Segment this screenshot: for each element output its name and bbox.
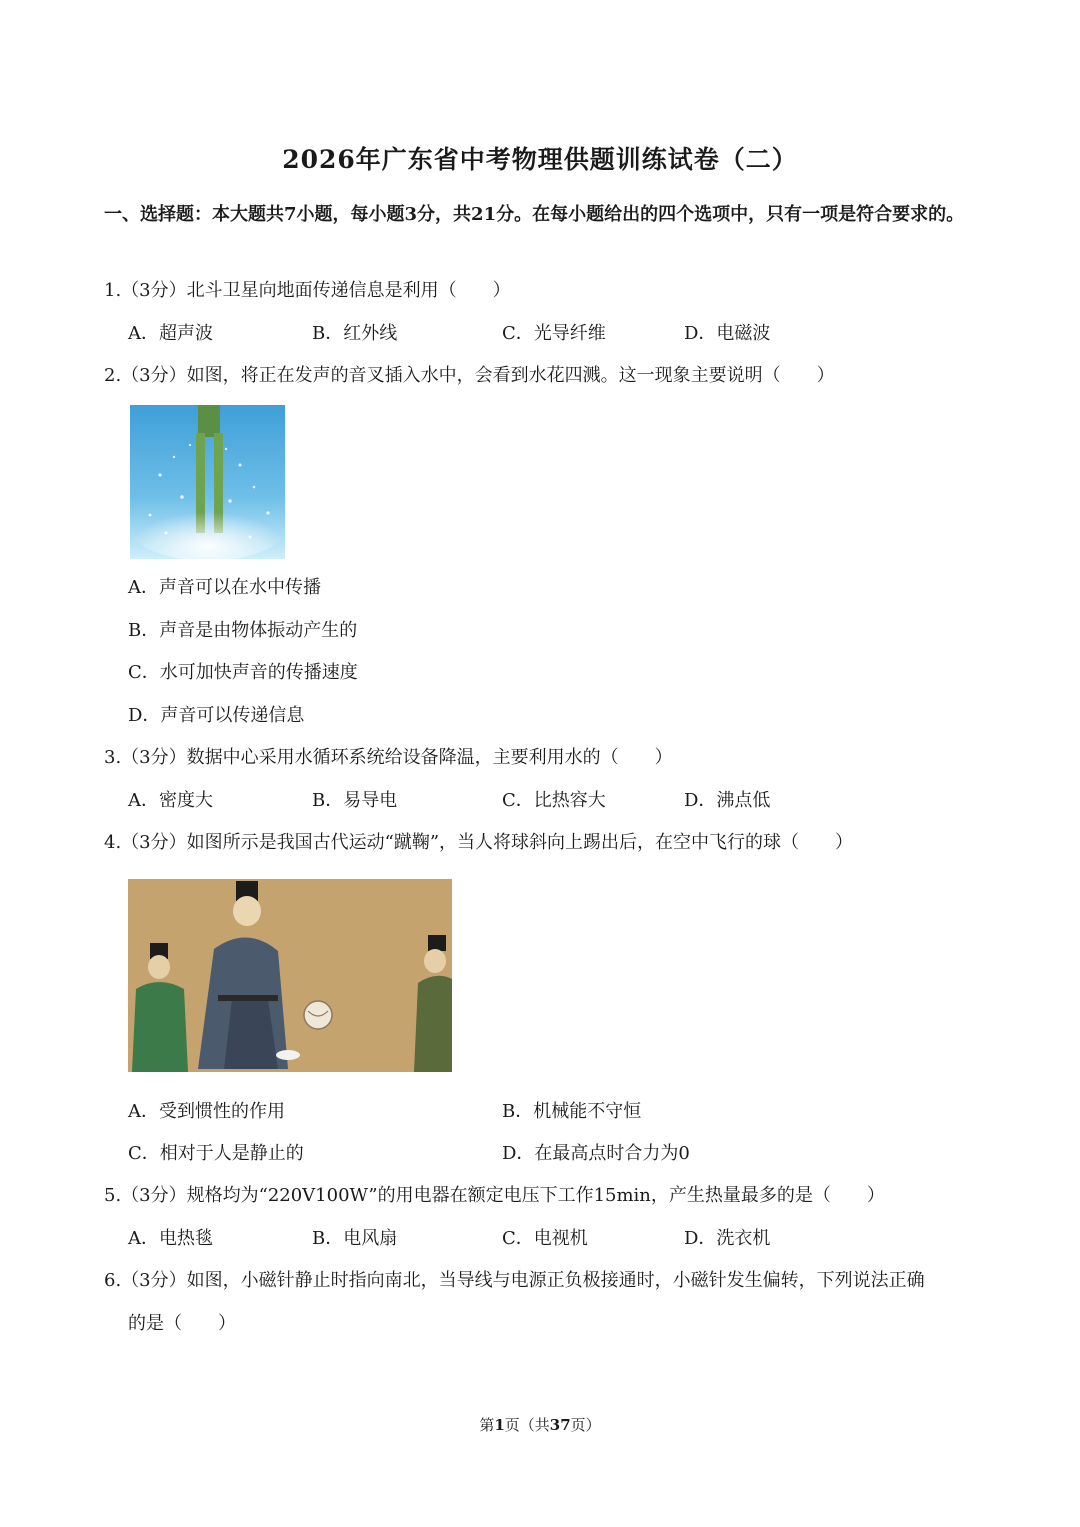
section-header: 一、选择题：本大题共7小题，每小题3分，共21分。在每小题给出的四个选项中，只有一项是符合要求的。 <box>104 204 965 225</box>
question-5-option-b: B．电风扇 <box>312 1228 398 1249</box>
question-5-option-c: C．电视机 <box>502 1228 588 1249</box>
question-6-stem-line2: 的是（ ） <box>128 1313 236 1334</box>
question-3-option-b: B．易导电 <box>312 790 398 811</box>
question-4-option-d: D．在最高点时合力为0 <box>502 1143 690 1164</box>
question-3-option-c: C．比热容大 <box>502 790 606 811</box>
question-1-option-b: B．红外线 <box>312 323 398 344</box>
footer-suffix: 页） <box>570 1416 601 1434</box>
question-4-option-a: A．受到惯性的作用 <box>128 1101 285 1122</box>
footer-total-pages: 37 <box>549 1416 571 1434</box>
question-4-option-b: B．机械能不守恒 <box>502 1101 642 1122</box>
question-1-option-c: C．光导纤维 <box>502 323 606 344</box>
question-2-option-c: C．水可加快声音的传播速度 <box>128 662 358 683</box>
question-1-option-d: D．电磁波 <box>684 323 771 344</box>
question-3-option-a: A．密度大 <box>128 790 213 811</box>
question-5-option-d: D．洗衣机 <box>684 1228 771 1249</box>
question-3-option-d: D．沸点低 <box>684 790 771 811</box>
question-2-stem: 2.（3分）如图，将正在发声的音叉插入水中，会看到水花四溅。这一现象主要说明（ ） <box>104 365 835 386</box>
question-2-option-d: D．声音可以传递信息 <box>128 705 305 726</box>
page-title: 2026年广东省中考物理供题训练试卷（二） <box>282 145 798 174</box>
question-2-option-a: A．声音可以在水中传播 <box>128 577 321 598</box>
question-4-stem: 4.（3分）如图所示是我国古代运动“蹴鞠”，当人将球斜向上踢出后，在空中飞行的球（ ） <box>104 832 854 853</box>
question-2-option-b: B．声音是由物体振动产生的 <box>128 620 358 641</box>
question-5-option-a: A．电热毯 <box>128 1228 213 1249</box>
question-6-stem-line1: 6.（3分）如图，小磁针静止时指向南北，当导线与电源正负极接通时，小磁针发生偏转，下列说法正确 <box>104 1270 925 1291</box>
cuju-painting-image <box>128 879 452 1072</box>
footer-prefix: 第 <box>479 1416 495 1434</box>
question-4-option-c: C．相对于人是静止的 <box>128 1143 304 1164</box>
footer-page-number: 1 <box>494 1416 505 1434</box>
question-3-stem: 3.（3分）数据中心采用水循环系统给设备降温，主要利用水的（ ） <box>104 747 673 768</box>
question-1-stem: 1.（3分）北斗卫星向地面传递信息是利用（ ） <box>104 280 511 301</box>
question-1-option-a: A．超声波 <box>128 323 213 344</box>
question-5-stem: 5.（3分）规格均为“220V100W”的用电器在额定电压下工作15min，产生热量最多的是（ ） <box>104 1185 885 1206</box>
page-footer <box>0 1414 1080 1435</box>
tuning-fork-water-image <box>130 405 285 559</box>
footer-middle: 页（共 <box>504 1416 550 1434</box>
